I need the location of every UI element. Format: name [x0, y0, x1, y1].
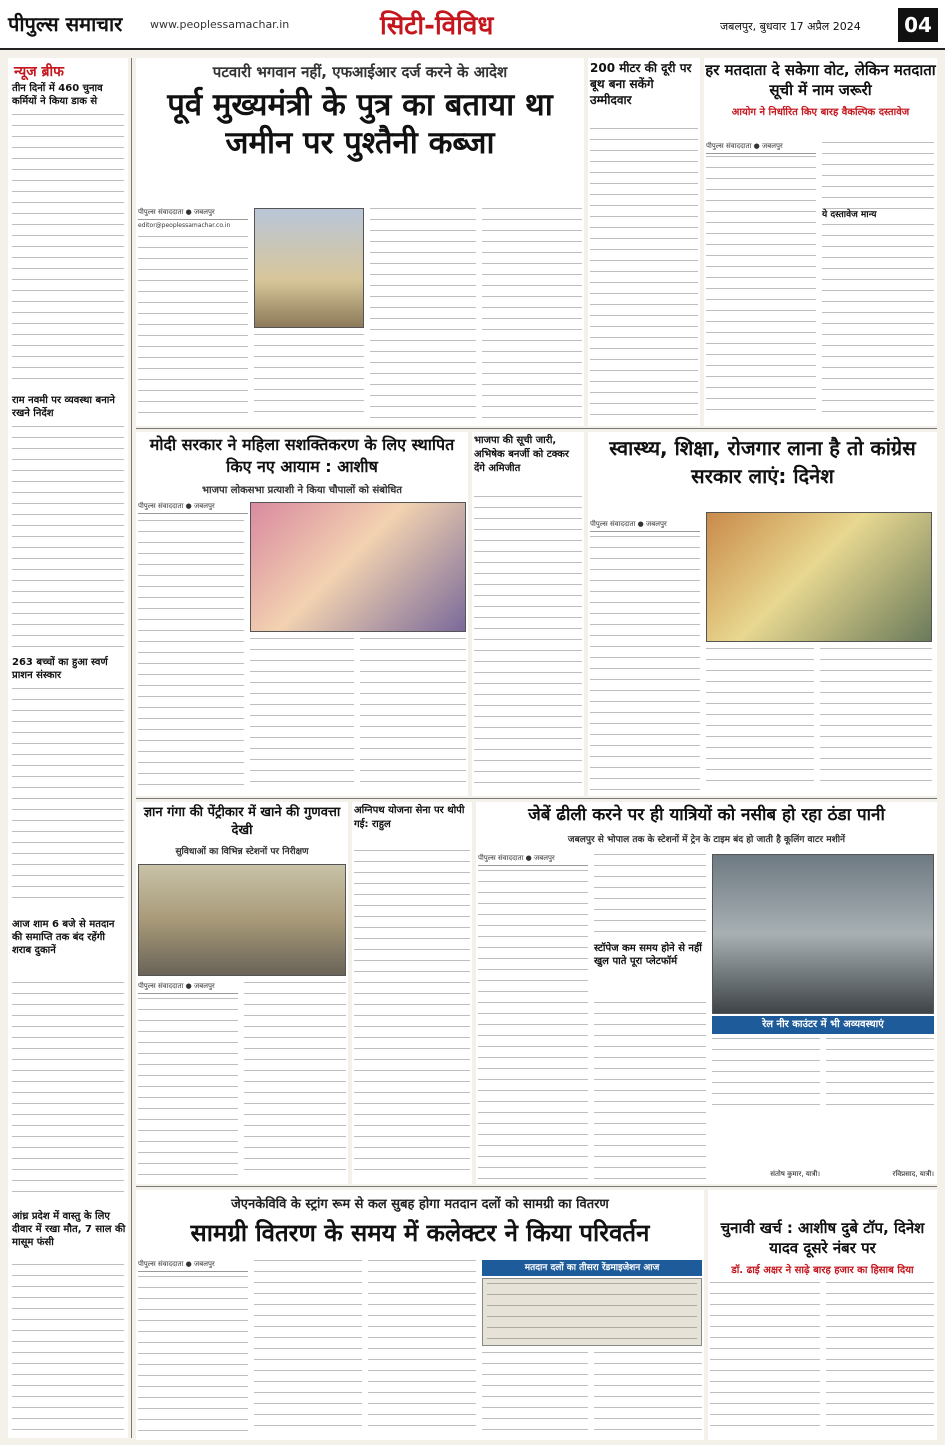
brief-headline: राम नवमी पर व्यवस्था बनाने रखने निर्देश: [12, 395, 115, 419]
story-body: [138, 520, 244, 790]
story-body: [482, 208, 582, 418]
page-number: 04: [898, 8, 938, 42]
story-byline: पीपुल्स संवाददाता ● जबलपुर: [138, 208, 248, 220]
story-headline: हर मतदाता दे सकेगा वोट, लेकिन मतदाता सूची में नाम जरूरी: [705, 61, 936, 99]
story-body: [594, 1002, 706, 1180]
brief-body: [12, 114, 124, 384]
story-kicker: पटवारी भगवान नहीं, एफआईआर दर्ज करने के आदेश: [212, 63, 508, 81]
brief-headline: आज शाम 6 बजे से मतदान की समाप्ति तक बंद रहेंगी शराब दुकानें: [12, 919, 115, 956]
story-deck: सुविधाओं का विभिन्न स्टेशनों पर निरीक्षण: [175, 847, 309, 857]
story-headline: स्वास्थ्य, शिक्षा, रोजगार लाना है तो कांग्रेस सरकार लाएं: दिनेश: [609, 436, 916, 488]
website-url[interactable]: www.peoplessamachar.in: [150, 18, 290, 31]
story-agnipath: [352, 802, 472, 1184]
story-bjp-list: [472, 432, 584, 796]
story-body: [254, 1260, 362, 1434]
story-body: [370, 208, 476, 418]
story-body: [706, 648, 814, 790]
building-photo: [254, 208, 364, 328]
story-headline: चुनावी खर्च : आशीष दुबे टॉप, दिनेश यादव दूसरे नंबर पर: [720, 1219, 925, 1257]
story-body: [474, 496, 582, 790]
photo-band: रेल नीर काउंटर में भी अव्यवस्थाएं: [712, 1016, 934, 1034]
photo-credit: रविप्रसाद, यात्री।: [892, 1170, 934, 1178]
info-box-body: [487, 1283, 697, 1341]
story-election-expense: [708, 1190, 937, 1440]
story-body: [594, 854, 706, 936]
train-inspection-photo: [138, 864, 346, 976]
section-divider: [136, 428, 937, 429]
story-booth-distance: [588, 58, 700, 426]
story-body: [478, 870, 588, 1180]
brief-headline: तीन दिनों में 460 चुनाव कर्मियों ने किया डाक से: [12, 83, 103, 107]
story-body: [710, 1282, 820, 1434]
brief-headline: 263 बच्चों का हुआ स्वर्ण प्राशन संस्कार: [12, 657, 108, 681]
campaign-photo: [706, 512, 932, 642]
story-mahila: [136, 432, 468, 796]
story-deck: जबलपुर से भोपाल तक के स्टेशनों में ट्रेन के टाइम बंद हो जाती है कूलिंग वाटर मशीनें: [567, 835, 846, 845]
story-headline: भाजपा की सूची जारी, अभिषेक बनर्जी को टक्कर देंगे अमिजीत: [474, 435, 569, 474]
story-deck: डॉ. ढाई अक्षर ने साढ़े बारह हजार का हिसाब दिया: [731, 1265, 914, 1276]
story-byline: पीपुल्स संवाददाता ● जबलपुर: [706, 142, 816, 154]
section-divider: [136, 798, 937, 799]
story-body: [250, 638, 354, 790]
pullout-text: स्टॉपेज कम समय होने से नहीं खुल पाते पूरा प्लेटफॉर्म: [594, 943, 702, 967]
story-body: [706, 156, 816, 420]
story-body: [712, 1038, 820, 1114]
story-body: [590, 536, 700, 790]
story-body: [138, 236, 248, 418]
story-body: [822, 224, 934, 420]
section-divider: [136, 1186, 937, 1187]
story-headline: मोदी सरकार ने महिला सशक्तिकरण के लिए स्थापित किए नए आयाम : आशीष: [149, 435, 455, 476]
story-material-distribution: [136, 1190, 704, 1440]
story-body: [368, 1260, 476, 1434]
story-body: [360, 638, 466, 790]
rally-photo: [250, 502, 466, 632]
story-body: [594, 1352, 702, 1434]
story-subhead: ये दस्तावेज मान्य: [822, 210, 877, 220]
section-title: सिटी-विविध: [380, 11, 494, 41]
story-body: [820, 648, 932, 790]
newspaper-logo: पीपुल्स समाचार: [8, 12, 123, 36]
story-headline: ज्ञान गंगा की पेंट्रीकार में खाने की गुणवत्ता देखी: [143, 805, 341, 838]
story-body: [590, 128, 698, 420]
story-cold-water: [476, 802, 937, 1184]
brief-headline: आंध्र प्रदेश में वास्तु के लिए दीवार में रखा मौत, 7 साल की मासूम फंसी: [12, 1211, 126, 1248]
news-brief-column: [8, 58, 128, 1438]
story-headline: सामग्री वितरण के समय में कलेक्टर ने किया परिवर्तन: [190, 1219, 650, 1247]
brief-body: [12, 1264, 124, 1434]
story-patwari: [136, 58, 584, 426]
story-body: [354, 850, 470, 1178]
info-box-band: मतदान दलों का तीसरा रेंडमाइजेशन आज: [482, 1260, 702, 1276]
story-headline: जेबें ढीली करने पर ही यात्रियों को नसीब हो रहा ठंडा पानी: [528, 805, 885, 825]
story-byline: पीपुल्स संवाददाता ● जबलपुर: [478, 854, 588, 866]
story-body: [826, 1038, 934, 1114]
story-headline: 200 मीटर की दूरी पर बूथ बना सकेंगे उम्मीदवार: [590, 61, 692, 107]
story-pantry-car: [136, 802, 348, 1184]
story-kicker: जेएनकेविवि के स्ट्रांग रूम से कल सुबह होगा मतदान दलों को सामग्री का वितरण: [231, 1197, 609, 1212]
story-body: [138, 998, 238, 1178]
story-deck: आयोग ने निर्धारित किए बारह वैकल्पिक दस्तावेज: [731, 107, 910, 118]
story-voter-list: [704, 58, 937, 426]
story-body: [254, 334, 364, 418]
story-body: [826, 1282, 934, 1434]
story-body: [822, 142, 934, 210]
story-body: [244, 982, 346, 1178]
story-email[interactable]: editor@peoplessamachar.co.in: [138, 222, 231, 229]
column-divider: [131, 58, 132, 1438]
story-body: [482, 1352, 588, 1434]
story-byline: पीपुल्स संवाददाता ● जबलपुर: [138, 982, 238, 994]
photo-credit: संतोष कुमार, यात्री।: [770, 1170, 820, 1178]
story-headline: अग्निपथ योजना सेना पर थोपी गई: राहुल: [354, 805, 465, 830]
story-headline: पूर्व मुख्यमंत्री के पुत्र का बताया था जमीन पर पुश्तैनी कब्जा: [167, 87, 553, 161]
story-byline: पीपुल्स संवाददाता ● जबलपुर: [138, 502, 248, 514]
water-machine-photo: [712, 854, 934, 1014]
story-dinesh: [588, 432, 937, 796]
story-byline: पीपुल्स संवाददाता ● जबलपुर: [138, 1260, 248, 1272]
brief-body: [12, 688, 124, 908]
masthead: [0, 0, 945, 50]
story-deck: भाजपा लोकसभा प्रत्याशी ने किया चौपालों को संबोधित: [201, 485, 403, 496]
brief-label: न्यूज ब्रीफ: [14, 64, 64, 80]
dateline: जबलपुर, बुधवार 17 अप्रैल 2024: [720, 20, 861, 33]
info-box: [482, 1278, 702, 1346]
story-body: [138, 1276, 248, 1434]
brief-body: [12, 426, 124, 648]
brief-body: [12, 982, 124, 1200]
story-byline: पीपुल्स संवाददाता ● जबलपुर: [590, 520, 700, 532]
